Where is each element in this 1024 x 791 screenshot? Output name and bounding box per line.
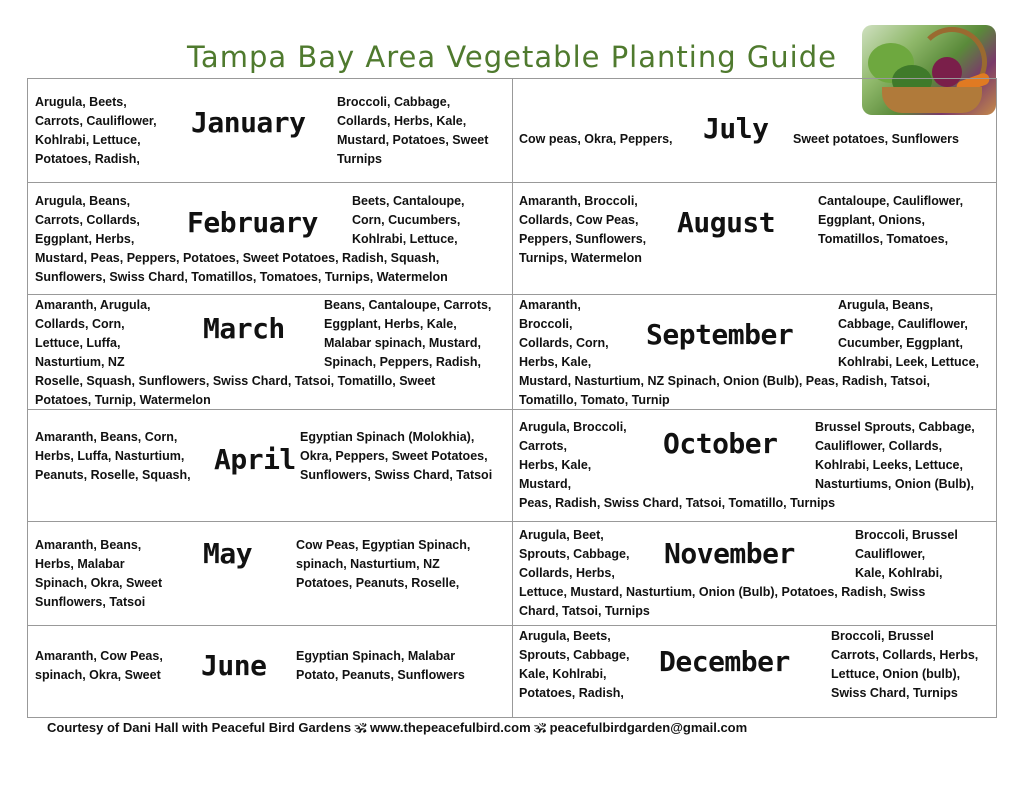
october-right-list: Brussel Sprouts, Cabbage, Cauliflower, Collards, Kohlrabi, Leeks, Lettuce, Nasturtiums, Onion (Bulb),: [815, 420, 975, 491]
month-cell-september: [513, 295, 996, 410]
november-left-list: Arugula, Beet, Sprouts, Cabbage, Collards, Herbs,: [519, 528, 630, 580]
may-left-list: Amaranth, Beans, Herbs, Malabar Spinach, Okra, Sweet Sunflowers, Tatsoi: [35, 538, 163, 609]
april-right-list: Egyptian Spinach (Molokhia), Okra, Peppers, Sweet Potatoes, Sunflowers, Swiss Chard, Tatsoi: [300, 430, 493, 482]
page-title: Tampa Bay Area Vegetable Planting Guide: [187, 40, 837, 74]
month-label-may: May: [203, 537, 253, 570]
month-cell-april: [28, 410, 513, 522]
month-label-july: July: [703, 112, 769, 145]
month-label-february: February: [187, 206, 318, 239]
month-cell-july: [513, 79, 996, 183]
july-left-list: Cow peas, Okra, Peppers,: [519, 132, 673, 146]
footer-credits: Courtesy of Dani Hall with Peaceful Bird Gardens 🕉 www.thepeacefulbird.com 🕉 peacefulbirdgarden@gmail.com: [47, 720, 748, 735]
march-bottom-list: Roselle, Squash, Sunflowers, Swiss Chard, Tatsoi, Tomatillo, Sweet Potatoes, Turnip, Watermelon: [35, 374, 436, 407]
month-label-december: December: [659, 645, 790, 678]
month-label-march: March: [203, 312, 285, 345]
month-label-september: September: [646, 318, 794, 351]
month-cell-may: [28, 522, 513, 626]
june-left-list: Amaranth, Cow Peas, spinach, Okra, Sweet: [35, 649, 163, 682]
may-right-list: Cow Peas, Egyptian Spinach, spinach, Nasturtium, NZ Potatoes, Peanuts, Roselle,: [296, 538, 471, 590]
month-cell-june: [28, 626, 513, 718]
september-right-list: Arugula, Beans, Cabbage, Cauliflower, Cucumber, Eggplant, Kohlrabi, Leek, Lettuce,: [838, 298, 980, 369]
february-right-list: Beets, Cantaloupe, Corn, Cucumbers, Kohlrabi, Lettuce,: [352, 194, 465, 246]
month-cell-january: [28, 79, 513, 183]
month-label-june: June: [201, 649, 267, 682]
january-left-list: Arugula, Beets, Carrots, Cauliflower, Kohlrabi, Lettuce, Potatoes, Radish,: [35, 95, 157, 166]
february-left-list: Arugula, Beans, Carrots, Collards, Eggplant, Herbs,: [35, 194, 140, 246]
august-right-list: Cantaloupe, Cauliflower, Eggplant, Onions, Tomatillos, Tomatoes,: [818, 194, 964, 246]
july-right-list: Sweet potatoes, Sunflowers: [793, 132, 960, 146]
month-label-august: August: [677, 206, 776, 239]
month-cell-february: [28, 183, 513, 295]
april-left-list: Amaranth, Beans, Corn, Herbs, Luffa, Nasturtium, Peanuts, Roselle, Squash,: [35, 430, 191, 482]
planting-grid: [27, 78, 997, 718]
december-right-list: Broccoli, Brussel Carrots, Collards, Herbs, Lettuce, Onion (bulb), Swiss Chard, Turnips: [831, 629, 979, 700]
november-right-list: Broccoli, Brussel Cauliflower, Kale, Kohlrabi,: [855, 528, 958, 580]
october-bottom-list: Peas, Radish, Swiss Chard, Tatsoi, Tomatillo, Turnips: [519, 496, 836, 510]
january-right-list: Broccoli, Cabbage, Collards, Herbs, Kale, Mustard, Potatoes, Sweet Turnips: [337, 95, 489, 166]
month-cell-november: [513, 522, 996, 626]
august-left-list: Amaranth, Broccoli, Collards, Cow Peas, Peppers, Sunflowers, Turnips, Watermelon: [519, 194, 647, 265]
september-bottom-list: Mustard, Nasturtium, NZ Spinach, Onion (Bulb), Peas, Radish, Tatsoi, Tomatillo, Tomato, Turnip: [519, 374, 930, 407]
september-left-list: Amaranth, Broccoli, Collards, Corn, Herbs, Kale,: [519, 298, 609, 369]
february-bottom-list: Mustard, Peas, Peppers, Potatoes, Sweet Potatoes, Radish, Squash, Sunflowers, Swiss Chard, Tomatillos, Tomatoes, Turnips, Watermelon: [35, 251, 448, 284]
june-right-list: Egyptian Spinach, Malabar Potato, Peanuts, Sunflowers: [296, 649, 465, 682]
december-left-list: Arugula, Beets, Sprouts, Cabbage, Kale, Kohlrabi, Potatoes, Radish,: [519, 629, 630, 700]
month-cell-october: [513, 410, 996, 522]
month-cell-march: [28, 295, 513, 410]
month-label-november: November: [664, 537, 795, 570]
october-left-list: Arugula, Broccoli, Carrots, Herbs, Kale, Mustard,: [519, 420, 627, 491]
november-bottom-list: Lettuce, Mustard, Nasturtium, Onion (Bulb), Potatoes, Radish, Swiss Chard, Tatsoi, Turnips: [519, 585, 926, 618]
march-left-list: Amaranth, Arugula, Collards, Corn, Lettuce, Luffa, Nasturtium, NZ: [35, 298, 151, 369]
march-right-list: Beans, Cantaloupe, Carrots, Eggplant, Herbs, Kale, Malabar spinach, Mustard, Spinach, Peppers, Radish,: [324, 298, 492, 369]
month-label-january: January: [191, 106, 306, 139]
month-label-october: October: [663, 427, 778, 460]
month-label-april: April: [214, 443, 296, 476]
month-cell-december: [513, 626, 996, 718]
month-cell-august: [513, 183, 996, 295]
